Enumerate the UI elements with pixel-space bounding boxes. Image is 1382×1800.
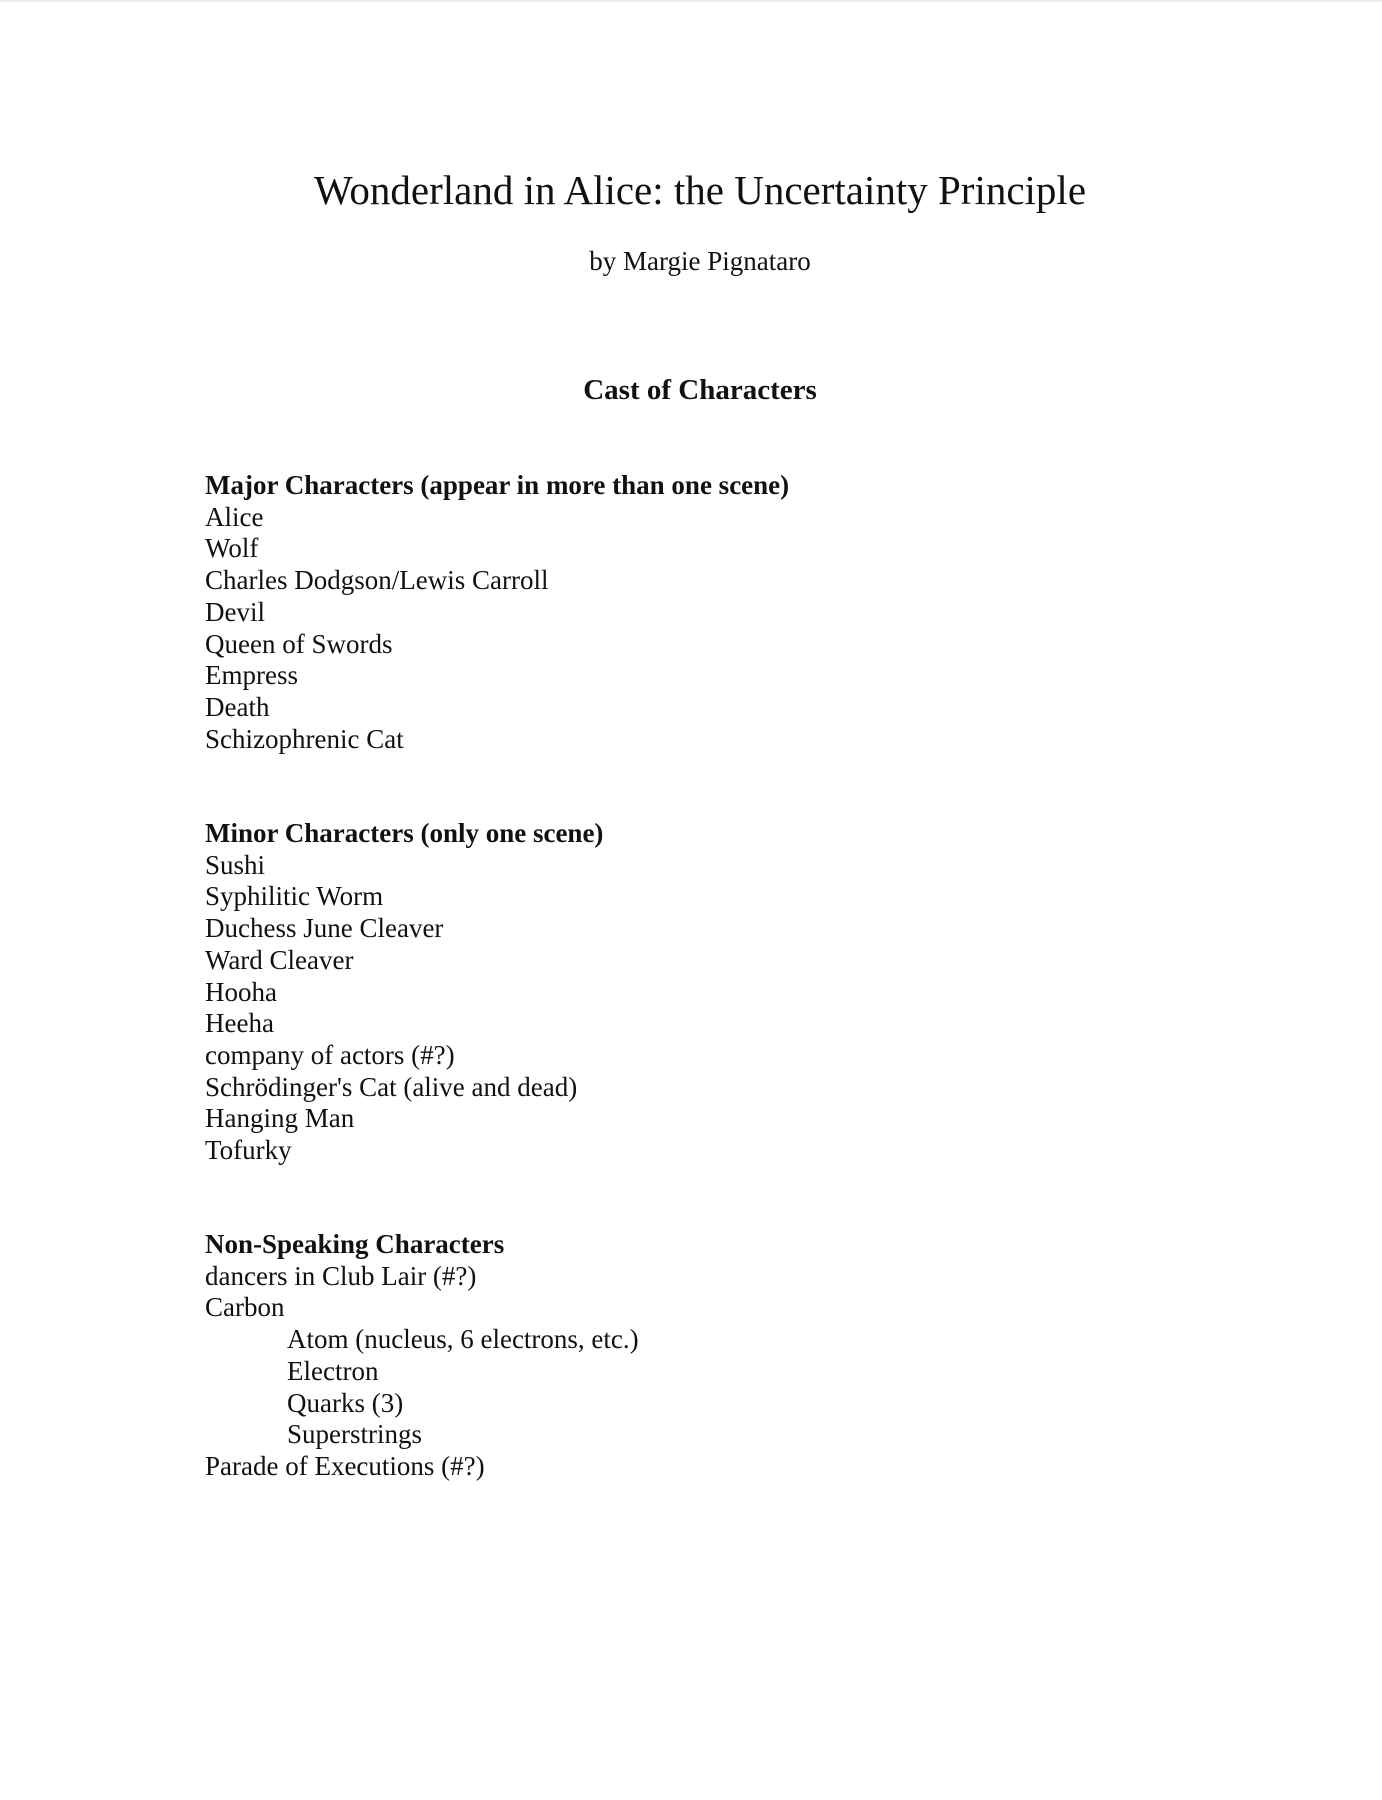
character-list [205,850,1205,1167]
character-list [205,1261,1205,1483]
section-heading: Major Characters (appear in more than one scene) [205,470,790,500]
character-name: Charles Dodgson/Lewis Carroll [205,565,549,596]
minor-characters-section [205,818,1205,1167]
non-speaking-characters-section [205,1229,1205,1483]
section-heading: Non-Speaking Characters [205,1229,505,1259]
character-name: Superstrings [287,1419,422,1450]
cast-heading: Cast of Characters [583,374,817,406]
character-name: Electron [287,1355,379,1386]
document-title: Wonderland in Alice: the Uncertainty Principle [313,167,1087,213]
character-name: Duchess June Cleaver [205,913,444,944]
character-name: Devil [205,596,265,627]
character-name: Alice [205,501,264,532]
character-name: Empress [205,660,298,691]
character-name: Wolf [205,533,259,564]
character-name: Quarks (3) [287,1387,404,1418]
character-name: Heeha [205,1008,274,1039]
character-name: Hanging Man [205,1103,355,1134]
section-heading: Minor Characters (only one scene) [205,818,604,848]
character-name: Schizophrenic Cat [205,723,404,754]
character-name: Atom (nucleus, 6 electrons, etc.) [287,1324,639,1355]
character-name: Ward Cleaver [205,944,354,975]
character-name: Sushi [205,849,266,880]
character-name: company of actors (#?) [205,1039,455,1070]
character-name: Tofurky [205,1135,292,1166]
character-name: Carbon [205,1292,285,1323]
character-name: dancers in Club Lair (#?) [205,1260,477,1291]
character-name: Queen of Swords [205,628,393,659]
character-name: Schrödinger's Cat (alive and dead) [205,1071,578,1102]
character-name: Syphilitic Worm [205,881,384,912]
author-byline: by Margie Pignataro [589,246,811,276]
character-list [205,502,1205,756]
character-name: Hooha [205,976,277,1007]
character-name: Parade of Executions (#?) [205,1450,485,1481]
major-characters-section [205,470,1205,755]
character-name: Death [205,691,270,722]
